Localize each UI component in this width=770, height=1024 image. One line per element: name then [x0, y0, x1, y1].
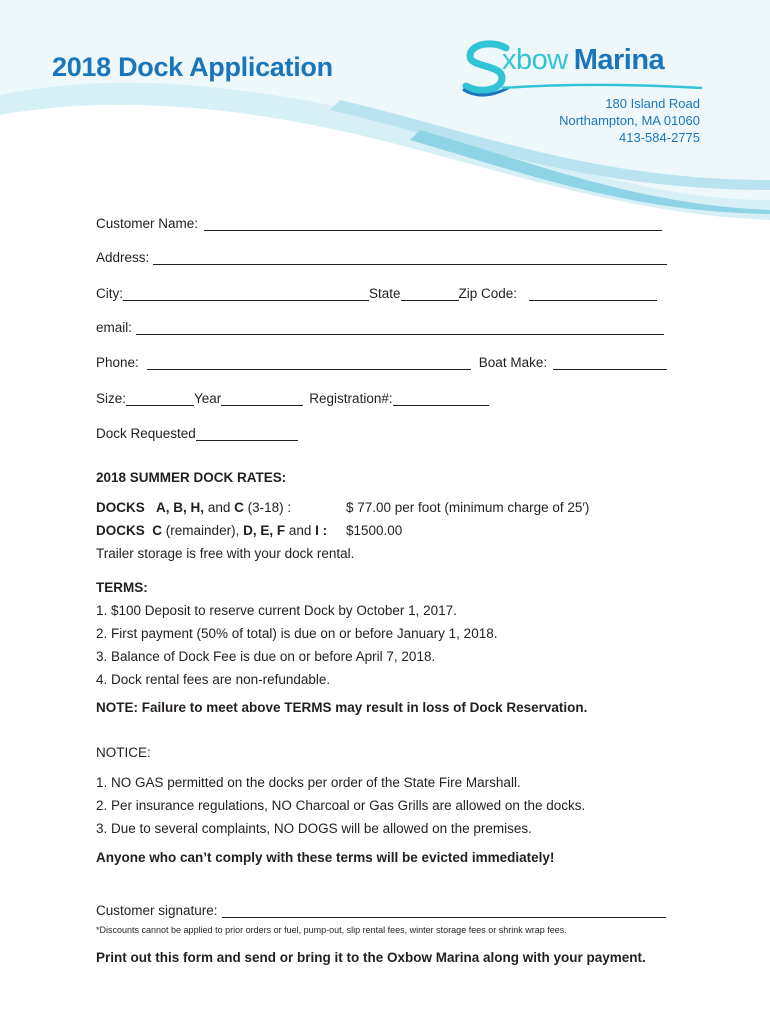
- phone-number: 413-584-2775: [619, 130, 700, 145]
- discount-disclaimer: *Discounts cannot be applied to prior orders or fuel, pump-out, slip rental fees, winter storage fees or shrink wrap fees.: [96, 925, 567, 935]
- logo-underline-icon: [502, 82, 702, 92]
- state-field[interactable]: [401, 286, 459, 301]
- address-row: [96, 250, 667, 265]
- rate1-docks: DOCKS: [96, 500, 145, 515]
- rate1-and: and: [207, 500, 231, 515]
- document-title: 2018 Dock Application: [52, 52, 333, 82]
- city-field[interactable]: [123, 286, 369, 301]
- notice-heading: NOTICE:: [96, 745, 151, 760]
- email-row: [96, 320, 664, 335]
- state-label: State: [369, 286, 401, 301]
- phone-label: Phone:: [96, 355, 139, 370]
- phone-row: [96, 355, 667, 370]
- terms-item-4: 4. Dock rental fees are non-refundable.: [96, 672, 331, 687]
- notice-warning: Anyone who can’t comply with these terms will be evicted immediately!: [96, 850, 555, 865]
- rate2-i: I :: [315, 523, 328, 538]
- size-row: [96, 391, 489, 406]
- logo-text-xbow: xbow: [502, 44, 568, 76]
- zip-field[interactable]: [529, 286, 657, 301]
- email-field[interactable]: [136, 320, 664, 335]
- rate1-c: C: [234, 500, 244, 515]
- rate1-amount: $ 77.00 per foot (minimum charge of 25′): [346, 500, 590, 515]
- customer-name-label: Customer Name:: [96, 216, 199, 231]
- phone-field[interactable]: [147, 355, 471, 370]
- year-field[interactable]: [221, 391, 303, 406]
- year-label: Year: [194, 391, 222, 406]
- marina-address: [559, 95, 700, 146]
- dock-requested-label: Dock Requested: [96, 426, 196, 441]
- signature-field[interactable]: [222, 903, 666, 918]
- dock-requested-row: [96, 426, 298, 441]
- trailer-note: Trailer storage is free with your dock rental.: [96, 546, 355, 561]
- rate2-amount: $1500.00: [346, 523, 403, 538]
- terms-item-3: 3. Balance of Dock Fee is due on or before April 7, 2018.: [96, 649, 436, 664]
- rate-row-1: [96, 500, 590, 515]
- dock-requested-field[interactable]: [196, 426, 298, 441]
- rate2-and: and: [288, 523, 312, 538]
- notice-item-2: 2. Per insurance regulations, NO Charcoal or Gas Grills are allowed on the docks.: [96, 798, 586, 813]
- city-row: [96, 286, 657, 301]
- terms-item-2: 2. First payment (50% of total) is due on or before January 1, 2018.: [96, 626, 498, 641]
- registration-field[interactable]: [393, 391, 489, 406]
- rate-row-2: [96, 523, 403, 538]
- rate2-c: C: [152, 523, 163, 538]
- city-label: City:: [96, 286, 123, 301]
- signature-row: [96, 903, 666, 918]
- notice-item-1: 1. NO GAS permitted on the docks per order of the State Fire Marshall.: [96, 775, 521, 790]
- rate2-docks: DOCKS: [96, 523, 145, 538]
- boat-make-field[interactable]: [553, 355, 667, 370]
- rate2-remainder: (remainder),: [165, 523, 240, 538]
- rate1-range: (3-18) :: [247, 500, 292, 515]
- address-field[interactable]: [153, 250, 667, 265]
- logo-text-marina: Marina: [573, 44, 665, 76]
- rate2-d: D, E, F: [243, 523, 286, 538]
- address-line1: 180 Island Road: [605, 96, 700, 111]
- footer-instructions: Print out this form and send or bring it to the Oxbow Marina along with your payment.: [96, 950, 646, 965]
- oxbow-marina-logo: [462, 38, 712, 98]
- address-line2: Northampton, MA 01060: [559, 113, 700, 128]
- customer-name-field[interactable]: [204, 216, 662, 231]
- registration-label: Registration#:: [309, 391, 393, 406]
- address-label: Address:: [96, 250, 150, 265]
- size-label: Size:: [96, 391, 127, 406]
- terms-item-1: 1. $100 Deposit to reserve current Dock by October 1, 2017.: [96, 603, 457, 618]
- customer-name-row: [96, 216, 662, 231]
- boat-make-label: Boat Make:: [478, 355, 548, 370]
- notice-item-3: 3. Due to several complaints, NO DOGS will be allowed on the premises.: [96, 821, 532, 836]
- rate1-letters: A, B, H,: [156, 500, 205, 515]
- signature-label: Customer signature:: [96, 903, 218, 918]
- email-label: email:: [96, 320, 133, 335]
- zip-label: Zip Code:: [458, 286, 518, 301]
- rates-heading: 2018 SUMMER DOCK RATES:: [96, 470, 287, 485]
- size-field[interactable]: [126, 391, 194, 406]
- terms-heading: TERMS:: [96, 580, 148, 595]
- terms-note: NOTE: Failure to meet above TERMS may result in loss of Dock Reservation.: [96, 700, 588, 715]
